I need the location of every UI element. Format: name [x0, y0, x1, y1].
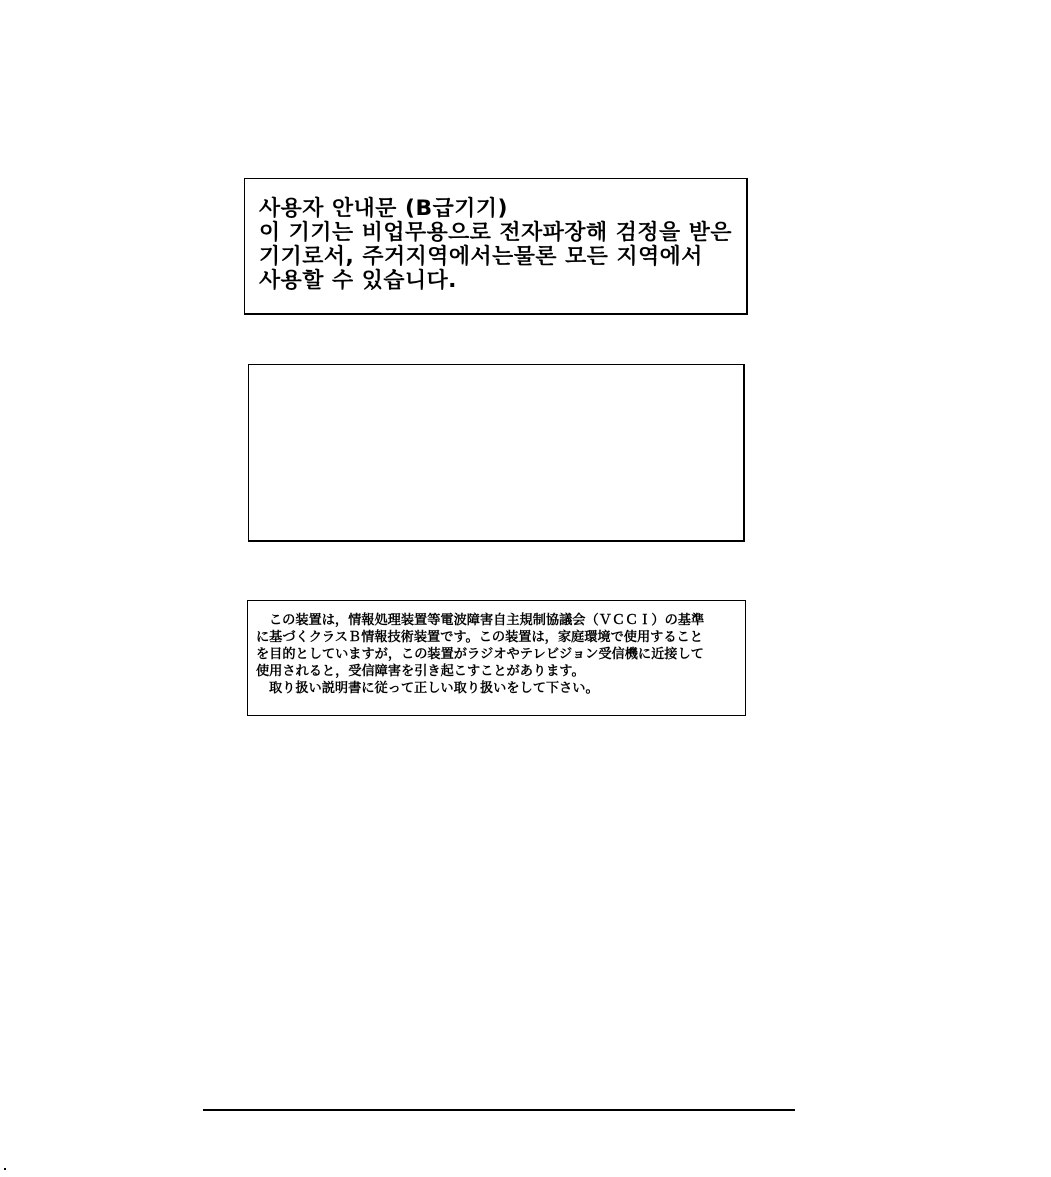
korean-notice-line: 이 기기는 비업무용으로 전자파장해 검정을 받은 — [259, 220, 732, 244]
vcci-notice-line: を目的としていますが，この装置がラジオやテレビジョン受信機に近接して — [256, 647, 704, 662]
vcci-notice-line: に基づくクラスＢ情報技術装置です。この装置は，家庭環境で使用すること — [256, 630, 703, 645]
vcci-notice-line: 使用されると，受信障害を引き起こすことがあります。 — [256, 664, 585, 679]
footer-rule — [203, 1109, 795, 1111]
korean-notice-title: 사용자 안내문 (B급기기) — [259, 196, 508, 220]
vcci-notice-line: この装置は，情報処理装置等電波障害自主規制協議会（ＶＣＣＩ）の基準 — [269, 613, 705, 628]
vcci-notice-line: 取り扱い説明書に従って正しい取り扱いをして下さい。 — [269, 681, 599, 696]
korean-notice-line: 기기로서, 주거지역에서는물론 모든 지역에서 — [259, 244, 703, 268]
corner-mark — [4, 1168, 6, 1170]
blank-notice-box — [248, 364, 745, 542]
korean-class-b-notice — [244, 178, 748, 315]
vcci-notice — [247, 600, 746, 716]
korean-notice-line: 사용할 수 있습니다. — [259, 268, 458, 292]
